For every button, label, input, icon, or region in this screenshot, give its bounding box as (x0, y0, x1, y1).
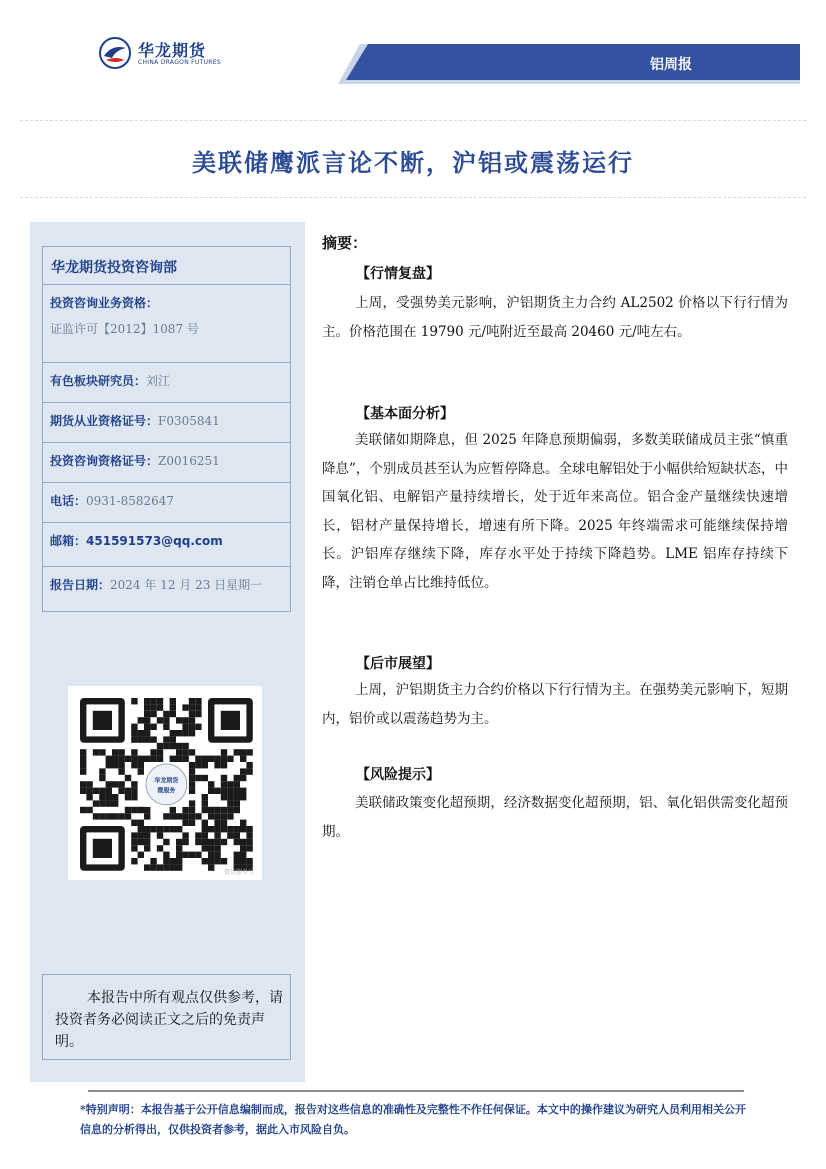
contact-info-box (42, 246, 291, 612)
info-label: 电话： (50, 494, 87, 508)
sidebar-disclaimer: 本报告中所有观点仅供参考，请投资者务必阅读正文之后的免责声明。 (42, 974, 291, 1060)
footer-divider (88, 1090, 744, 1092)
logo-en-text: CHINA DRAGON FUTURES (138, 59, 221, 66)
section-heading-risk: 【风险提示】 (356, 767, 440, 783)
section-heading-market-review: 【行情复盘】 (356, 266, 440, 282)
info-label: 报告日期： (50, 578, 111, 592)
main-content (322, 232, 792, 840)
info-row-researcher (43, 363, 290, 403)
wechat-qr-code (68, 686, 262, 880)
info-row-qualification (43, 285, 290, 363)
info-label: 有色板块研究员： (50, 374, 147, 388)
info-row-consulting-license (43, 443, 290, 483)
info-value: Z0016251 (158, 454, 220, 468)
dragon-logo-icon (98, 36, 132, 70)
info-row-email (43, 523, 290, 567)
report-title: 美联储鹰派言论不断，沪铝或震荡运行 (192, 149, 634, 177)
company-logo (98, 34, 238, 74)
logo-cn-text: 华龙期货 (138, 41, 207, 60)
qr-center-label: 华龙期货 (154, 777, 179, 785)
info-value: 2024 年 12 月 23 日星期一 (110, 578, 263, 592)
info-row-futures-license (43, 403, 290, 443)
section-heading-outlook: 【后市展望】 (356, 656, 440, 672)
info-value: 刘江 (146, 374, 171, 388)
title-box (20, 120, 806, 198)
department-name: 华龙期货投资咨询部 (43, 247, 290, 285)
info-row-phone (43, 483, 290, 523)
qr-code-icon (68, 686, 262, 880)
section-text-fundamentals: 美联储如期降息，但 2025 年降息预期偏弱，多数美联储成员主张“慎重降息”，个别成员甚至认为应暂停降息。全球电解铝处于小幅供给短缺状态，中国氧化铝、电解铝产量持续增长，处于近年来高位。铝合金产量继续快速增长，铝材产量保持增长，增速有所下降。2025 年终端需求可能继续保持增长。沪铝库存继续下降，库存水平处于持续下降趋势。LME 铝库存持续下降，注销仓单占比维持低位。 (322, 432, 788, 591)
info-label: 期货从业资格证号： (50, 414, 159, 428)
sidebar (30, 222, 305, 1082)
section-heading-fundamentals: 【基本面分析】 (356, 406, 454, 422)
info-value: 451591573@qq.com (86, 534, 223, 548)
section-text-outlook: 上周，沪铝期货主力合约价格以下行行情为主。在强势美元影响下，短期内，铝价或以震荡趋势为主。 (322, 682, 788, 727)
section-text-risk: 美联储政策变化超预期，经济数据变化超预期，铝、氧化铝供需变化超预期。 (322, 795, 788, 840)
header-band (338, 44, 800, 84)
info-label: 投资咨询业务资格： (50, 296, 159, 310)
report-type-label: 铝周报 (650, 57, 692, 73)
qr-center-label: 微服务 (157, 787, 176, 795)
abstract-label: 摘要： (322, 234, 368, 252)
info-row-report-date (43, 567, 290, 611)
info-value: 证监许可【2012】1087 号 (50, 322, 199, 336)
qr-caption: 微信服务号 (223, 869, 254, 876)
info-label: 投资咨询资格证号： (50, 454, 159, 468)
info-value: F0305841 (158, 414, 220, 428)
info-value: 0931-8582647 (86, 494, 175, 508)
footer-statement: *特别声明：本报告基于公开信息编制而成，报告对这些信息的准确性及完整性不作任何保证。本文中的操作建议为研究人员利用相关公开信息的分析得出，仅供投资者参考，据此入市风险自负。 (80, 1103, 746, 1136)
section-text-market-review: 上周，受强势美元影响，沪铝期货主力合约 AL2502 价格以下行行情为主。价格范围在 19790 元/吨附近至最高 20460 元/吨左右。 (322, 295, 788, 340)
info-label: 邮箱： (50, 534, 87, 548)
